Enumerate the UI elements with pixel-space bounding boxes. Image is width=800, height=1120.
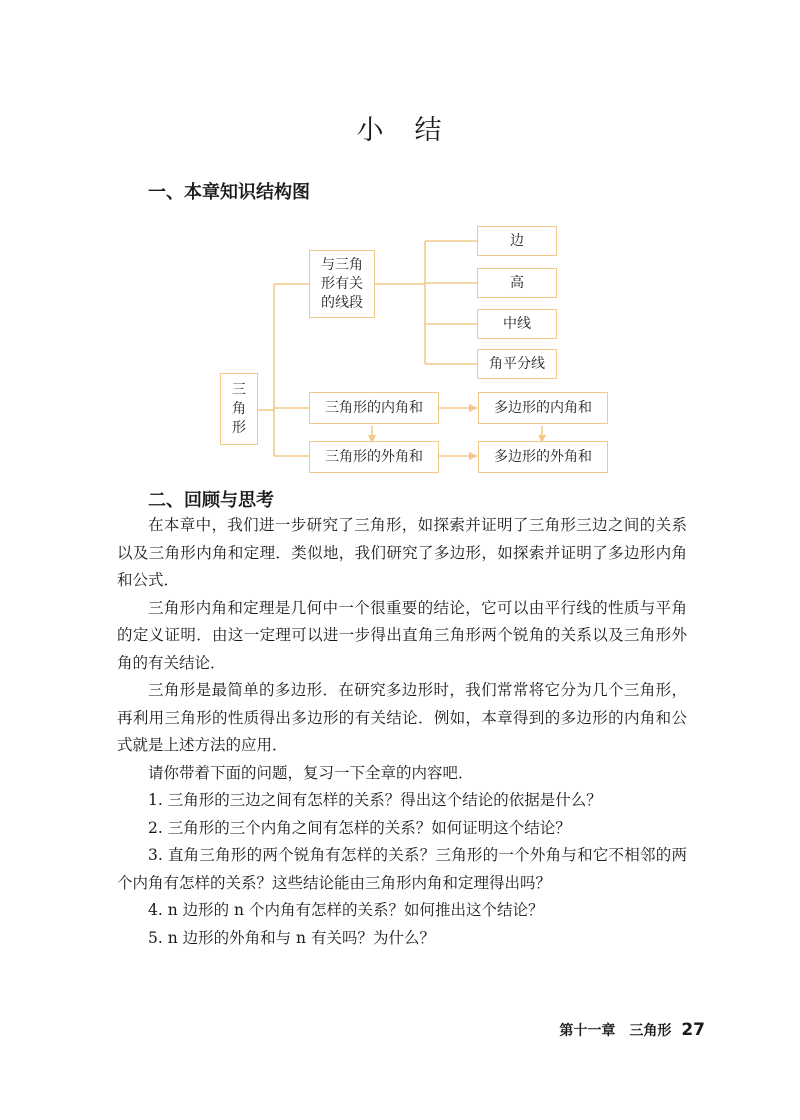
node-altitude — [477, 268, 557, 298]
paragraph: 请你带着下面的问题，复习一下全章的内容吧． — [148, 763, 474, 782]
node-triangle — [220, 373, 258, 445]
node-side — [477, 226, 557, 256]
node-polygon-exterior-sum — [478, 441, 608, 473]
node-median-label: 中线 — [503, 315, 531, 332]
node-polygon-interior-sum-label: 多边形的内角和 — [494, 399, 592, 416]
node-triangle-interior-sum — [309, 392, 439, 424]
question-item: 1. 三角形的三边之间有怎样的关系？得出这个结论的依据是什么？ — [148, 791, 602, 809]
node-median — [477, 309, 557, 339]
node-altitude-label: 高 — [510, 274, 524, 291]
diagram-connectors — [0, 0, 800, 500]
chapter-label: 第十一章 三角形 — [559, 1023, 672, 1039]
node-polygon-interior-sum — [478, 392, 608, 424]
node-triangle-char-2: 角 — [232, 400, 246, 417]
page-title: 小 结 — [356, 115, 444, 146]
node-side-label: 边 — [510, 232, 524, 249]
node-triangle-exterior-sum — [309, 441, 439, 473]
question-item: 5. n 边形的外角和与 n 有关吗？为什么？ — [148, 928, 435, 947]
node-angle-bisector — [477, 349, 557, 379]
question-item: 4. n 边形的 n 个内角有怎样的关系？如何推出这个结论？ — [148, 901, 544, 919]
page-footer — [559, 1020, 705, 1040]
review-body — [117, 512, 687, 952]
section-heading-review: 二、回顾与思考 — [148, 490, 274, 511]
node-triangle-interior-sum-label: 三角形的内角和 — [325, 399, 423, 416]
node-related-segments-label: 与三角形有关的线段 — [321, 256, 363, 311]
paragraph: 三角形是最简单的多边形．在研究多边形时，我们常常将它分为几个三角形，再利用三角形的性质得出多边形的有关结论．例如，本章得到的多边形的内角和公式就是上述方法的应用． — [117, 681, 687, 754]
paragraph: 三角形内角和定理是几何中一个很重要的结论，它可以由平行线的性质与平角的定义证明．由这一定理可以进一步得出直角三角形两个锐角的关系以及三角形外角的有关结论． — [117, 598, 687, 672]
node-triangle-char-3: 形 — [232, 419, 246, 436]
node-triangle-char-1: 三 — [232, 381, 246, 398]
section-heading-structure: 一、本章知识结构图 — [148, 182, 310, 203]
node-triangle-exterior-sum-label: 三角形的外角和 — [325, 448, 423, 465]
page-number: 27 — [681, 1020, 705, 1040]
paragraph: 在本章中，我们进一步研究了三角形，如探索并证明了三角形三边之间的关系以及三角形内角和定理．类似地，我们研究了多边形，如探索并证明了多边形内角和公式． — [117, 516, 687, 589]
question-item: 2. 三角形的三个内角之间有怎样的关系？如何证明这个结论？ — [148, 818, 571, 837]
question-item: 3. 直角三角形的两个锐角有怎样的关系？三角形的一个外角与和它不相邻的两个内角有怎样的关系？这些结论能由三角形内角和定理得出吗？ — [117, 846, 687, 892]
node-angle-bisector-label: 角平分线 — [489, 355, 545, 372]
node-polygon-exterior-sum-label: 多边形的外角和 — [494, 448, 592, 465]
node-related-segments — [309, 250, 375, 318]
